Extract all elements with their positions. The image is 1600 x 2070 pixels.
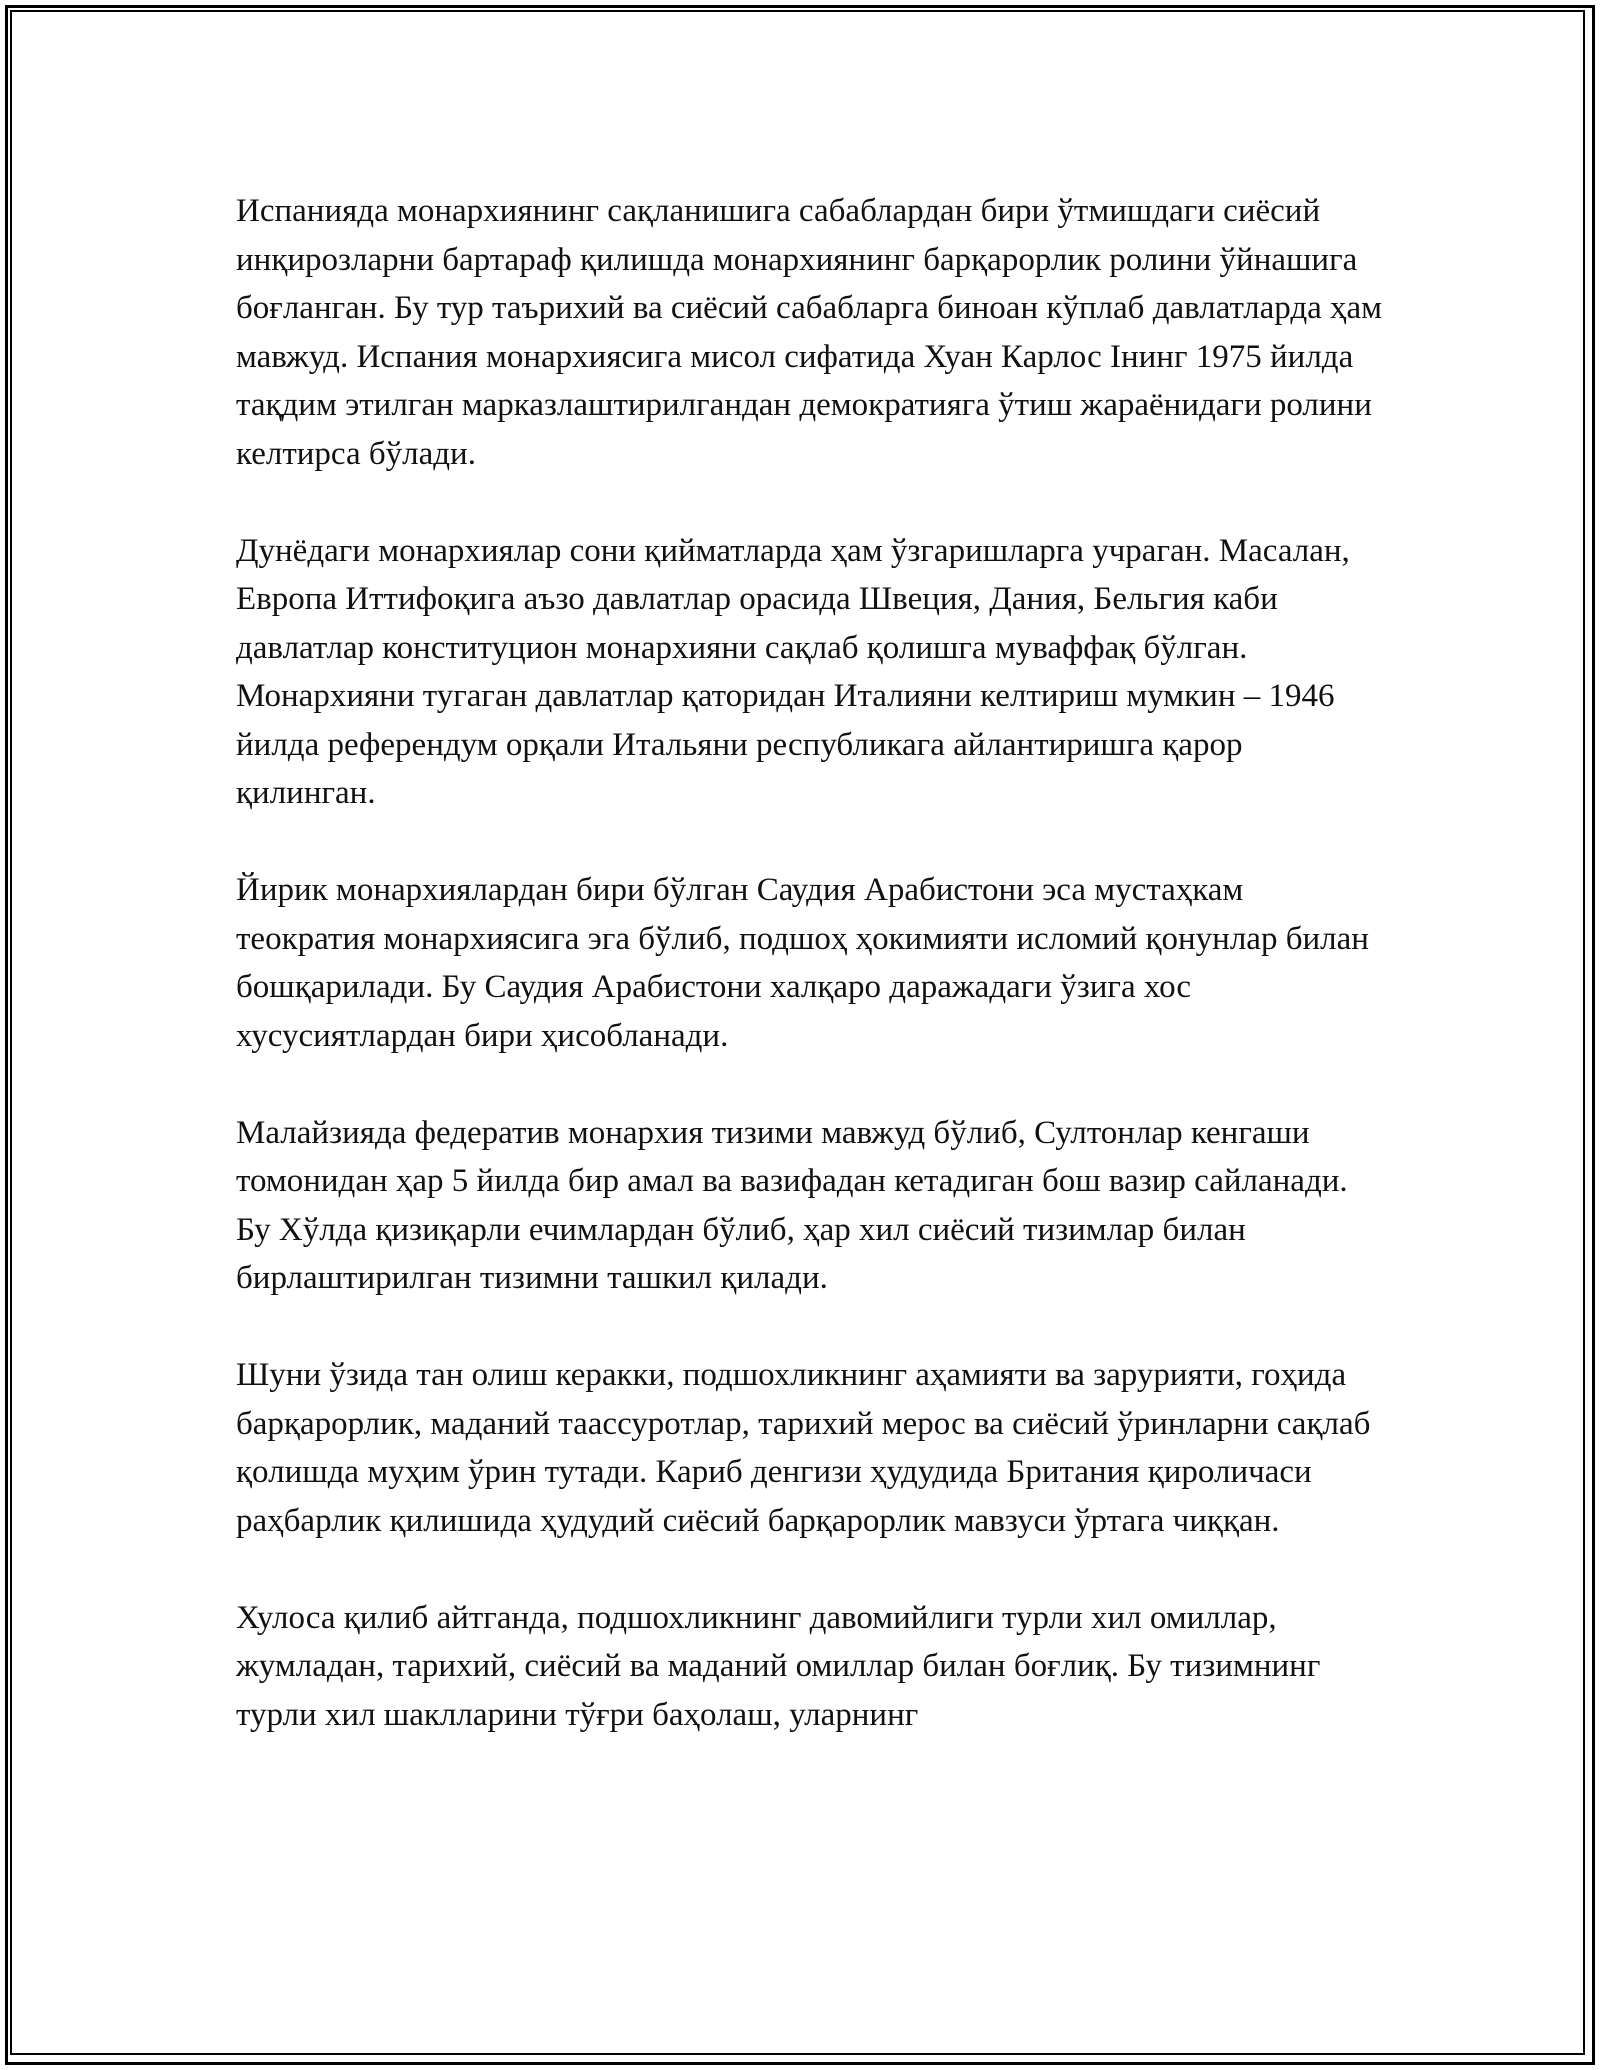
paragraph-malaysia: Малайзияда федератив монархия тизими мавжуд бўлиб, Султонлар кенгаши томонидан ҳар 5 йилда бир амал ва вазифадан кетадиган бош вазир сайланади. Бу Хўлда қизиқарли ечимлардан бўлиб, ҳар хил сиёсий тизимлар билан бирлаштирилган тизимни ташкил қилади. (236, 1114, 1348, 1296)
paragraph-saudi-arabia: Йирик монархиялардан бири бўлган Саудия Арабистони эса мустаҳкам теократия монархиясига эга бўлиб, подшоҳ ҳокимияти исломий қонунлар билан бошқарилади. Бу Саудия Арабистони халқаро даражадаги ўзига хос хусусиятлардан бири ҳисобланади. (236, 872, 1369, 1054)
paragraph-importance: Шуни ўзида тан олиш керакки, подшохликнинг аҳамияти ва зарурияти, гоҳида барқарорлик, маданий таассуротлар, тарихий мерос ва сиёсий ўринларни сақлаб қолишда муҳим ўрин тутади. Кариб денгизи ҳудудида Британия қироличаси раҳбарлик қилишида ҳудудий сиёсий барқарорлик мавзуси ўртага чиққан. (236, 1357, 1371, 1539)
paragraph-world-monarchies: Дунёдаги монархиялар сони қийматларда ҳам ўзгаришларга учраган. Масалан, Европа Иттифоқига аъзо давлатлар орасида Швеция, Дания, Бельгия каби давлатлар конституцион монархияни сақлаб қолишга муваффақ бўлган. Монархияни тугаган давлатлар қаторидан Италияни келтириш мумкин – 1946 йилда референдум орқали Итальяни республикага айлантиришга қарор қилинган. (236, 532, 1350, 811)
paragraph-spain-monarchy: Испанияда монархиянинг сақланишига сабаблардан бири ўтмишдаги сиёсий инқирозларни бартараф қилишда монархиянинг барқарорлик ролини ўйнашига боғланган. Бу тур таърихий ва сиёсий сабабларга биноан кўплаб давлатларда ҳам мавжуд. Испания монархиясига мисол сифатида Хуан Карлос Iнинг 1975 йилда тақдим этилган марказлаштирилгандан демократияга ўтиш жараёнидаги ролини келтирса бўлади. (236, 193, 1383, 472)
document-body (236, 187, 1386, 1739)
paragraph-conclusion: Хулоса қилиб айтганда, подшохликнинг давомийлиги турли хил омиллар, жумладан, тарихий, сиёсий ва маданий омиллар билан боғлиқ. Бу тизимнинг турли хил шаклларини тўғри баҳолаш, уларнинг (236, 1599, 1321, 1733)
